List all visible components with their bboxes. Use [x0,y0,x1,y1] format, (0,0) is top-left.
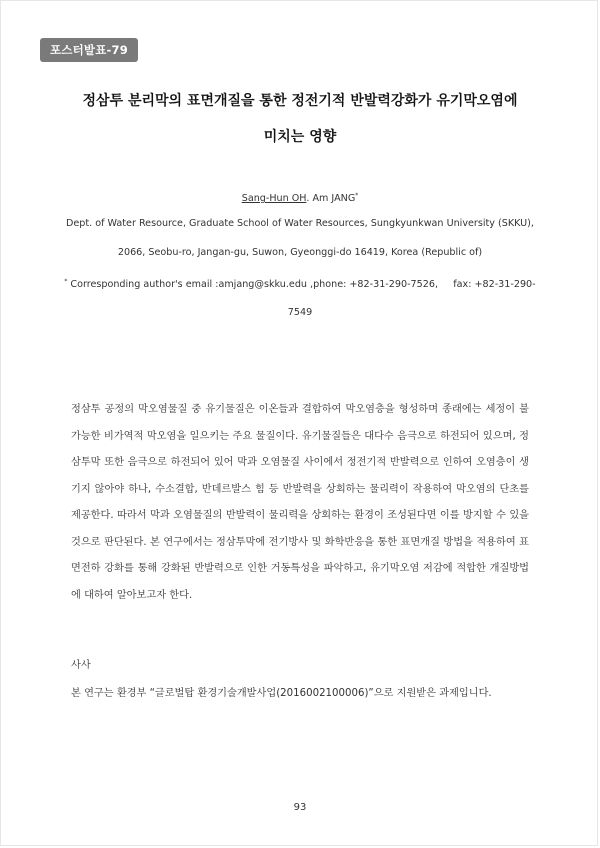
coauthor-name: Am JANG [312,193,356,205]
author-separator: . [306,193,313,205]
paper-title-line-1: 정삼투 분리막의 표면개질을 통한 정전기적 반발력강화가 유기막오염에 [82,93,518,109]
abstract-text: 정삼투 공정의 막오염물질 중 유기물질은 이온들과 결합하여 막오염층을 형성하며 종래에는 세정이 불가능한 비가역적 막오염을 일으키는 주요 물질이다. 유기물질들은 대다수 음극으로 하전되어 있으며, 정삼투막 또한 음극으로 하전되어 있어 막과 오염물질 사이에서 정전기적 반발력으로 인하여 오염층이 생기지 않아야 하나, 수소결합, 반데르발스 힘 등 반발력을 상회하는 물리력이 작용하여 막오염의 단초를 제공한다. 따라서 막과 오염물질의 반발력이 물리력을 상회하는 환경이 조성된다면 이를 방지할 수 있을 것으로 판단된다. 본 연구에서는 정삼투막에 전기방사 및 화학반응을 통한 표면개질 방법을 적용하여 표면전하 강화를 통해 강화된 반발력으로 인한 거동특성을 파악하고, 유기막오염 저감에 적합한 개질방법에 대하여 알아보고자 한다. [71,404,529,601]
acknowledgement-text: 본 연구는 환경부 “글로벌탑 환경기술개발사업(2016002100006)”으로 지원받은 과제입니다. [71,688,492,699]
correspondence-mark: * [64,278,68,285]
paper-title-line-2: 미치는 영향 [263,129,337,145]
affiliation-line-2: 2066, Seobu-ro, Jangan-gu, Suwon, Gyeonggi-do 16419, Korea (Republic of) [117,247,483,258]
page-number: 93 [293,802,307,813]
corresponding-mark: * [355,192,359,199]
correspondence-text: Corresponding author's email :amjang@skku.edu ,phone: +82-31-290-7526, fax: +82-31-290- [67,279,536,291]
correspondence-line-1 [40,278,560,290]
presenter-name: Sang-Hun OH [241,193,307,205]
acknowledgement-heading: 사사 [71,660,91,671]
correspondence-line-2: 7549 [287,307,313,318]
session-badge: 포스터발표-79 [40,38,138,62]
affiliation-line-1: Dept. of Water Resource, Graduate School of Water Resources, Sungkyunkwan University (SKKU), [66,218,534,229]
author-line [40,192,560,204]
